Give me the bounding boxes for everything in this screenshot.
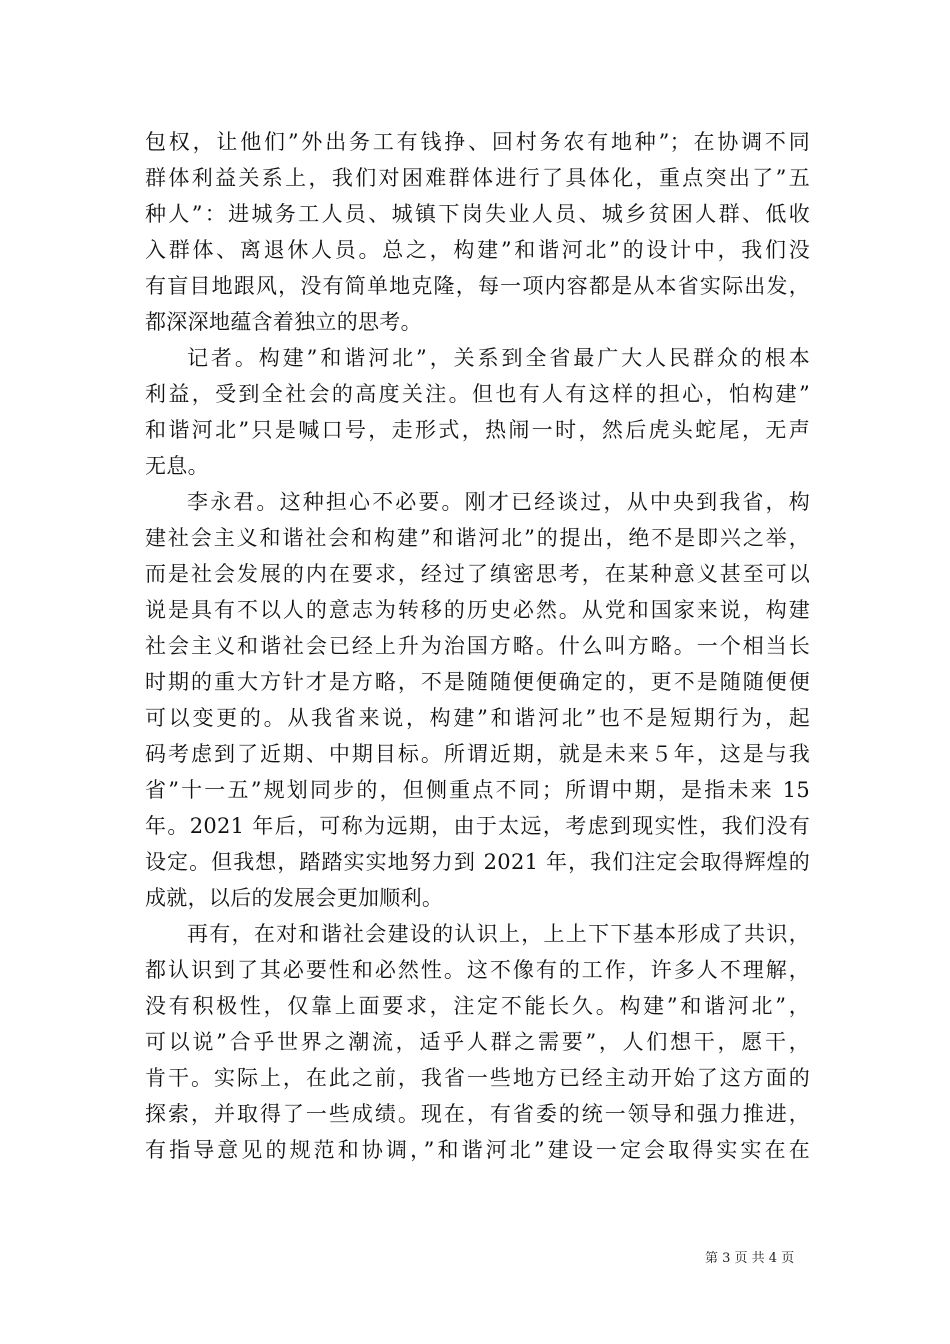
text-line: 说是具有不以人的意志为转移的历史必然。从党和国家来说，构建	[145, 598, 810, 622]
text-line: 可以变更的。从我省来说，构建”和谐河北”也不是短期行为，起	[145, 706, 810, 730]
text-line: 建社会主义和谐社会和构建”和谐河北”的提出，绝不是即兴之举，	[145, 526, 810, 550]
text-line: 都认识到了其必要性和必然性。这不像有的工作，许多人不理解，	[145, 958, 810, 982]
page-number: 第 3 页 共 4 页	[705, 1251, 795, 1266]
text-line: 入群体、离退休人员。总之，构建”和谐河北”的设计中，我们没	[145, 238, 810, 262]
text-line: 无息。	[145, 454, 209, 478]
text-line: 可以说”合乎世界之潮流，适乎人群之需要”，人们想干，愿干，	[145, 1030, 810, 1054]
text-line: 社会主义和谐社会已经上升为治国方略。什么叫方略。一个相当长	[145, 634, 810, 658]
text-line: 李永君。这种担心不必要。刚才已经谈过，从中央到我省，构	[187, 490, 810, 514]
text-line: 码考虑到了近期、中期目标。所谓近期，就是未来５年，这是与我	[145, 742, 810, 766]
text-line: 包权，让他们”外出务工有钱挣、回村务农有地种”；在协调不同	[145, 130, 810, 154]
text-line: 种人”：进城务工人员、城镇下岗失业人员、城乡贫困人群、低收	[145, 202, 810, 226]
text-line: 肯干。实际上，在此之前，我省一些地方已经主动开始了这方面的	[145, 1066, 810, 1090]
text-line: 群体利益关系上，我们对困难群体进行了具体化，重点突出了”五	[145, 166, 810, 190]
text-line: 省”十一五”规划同步的，但侧重点不同；所谓中期，是指未来 15	[145, 778, 810, 802]
text-line: 记者。构建”和谐河北”，关系到全省最广大人民群众的根本	[187, 346, 810, 370]
text-line: 有盲目地跟风，没有简单地克隆，每一项内容都是从本省实际出发，	[145, 274, 810, 298]
text-line: 成就，以后的发展会更加顺利。	[145, 886, 444, 910]
text-line: 年。2021 年后，可称为远期，由于太远，考虑到现实性，我们没有	[145, 814, 810, 838]
text-line: 利益，受到全社会的高度关注。但也有人有这样的担心，怕构建”	[145, 382, 810, 406]
text-line: 和谐河北”只是喊口号，走形式，热闹一时，然后虎头蛇尾，无声	[145, 418, 810, 442]
text-line: 时期的重大方针才是方略，不是随随便便确定的，更不是随随便便	[145, 670, 810, 694]
text-line: 再有，在对和谐社会建设的认识上，上上下下基本形成了共识，	[187, 922, 810, 946]
text-line: 设定。但我想，踏踏实实地努力到 2021 年，我们注定会取得辉煌的	[145, 850, 810, 874]
text-line: 都深深地蕴含着独立的思考。	[145, 310, 422, 334]
text-line: 探索，并取得了一些成绩。现在，有省委的统一领导和强力推进，	[145, 1102, 810, 1126]
text-line: 而是社会发展的内在要求，经过了缜密思考，在某种意义甚至可以	[145, 562, 810, 586]
text-line: 没有积极性，仅靠上面要求，注定不能长久。构建”和谐河北”，	[145, 994, 810, 1018]
text-line: 有指导意见的规范和协调，”和谐河北”建设一定会取得实实在在	[145, 1138, 810, 1162]
